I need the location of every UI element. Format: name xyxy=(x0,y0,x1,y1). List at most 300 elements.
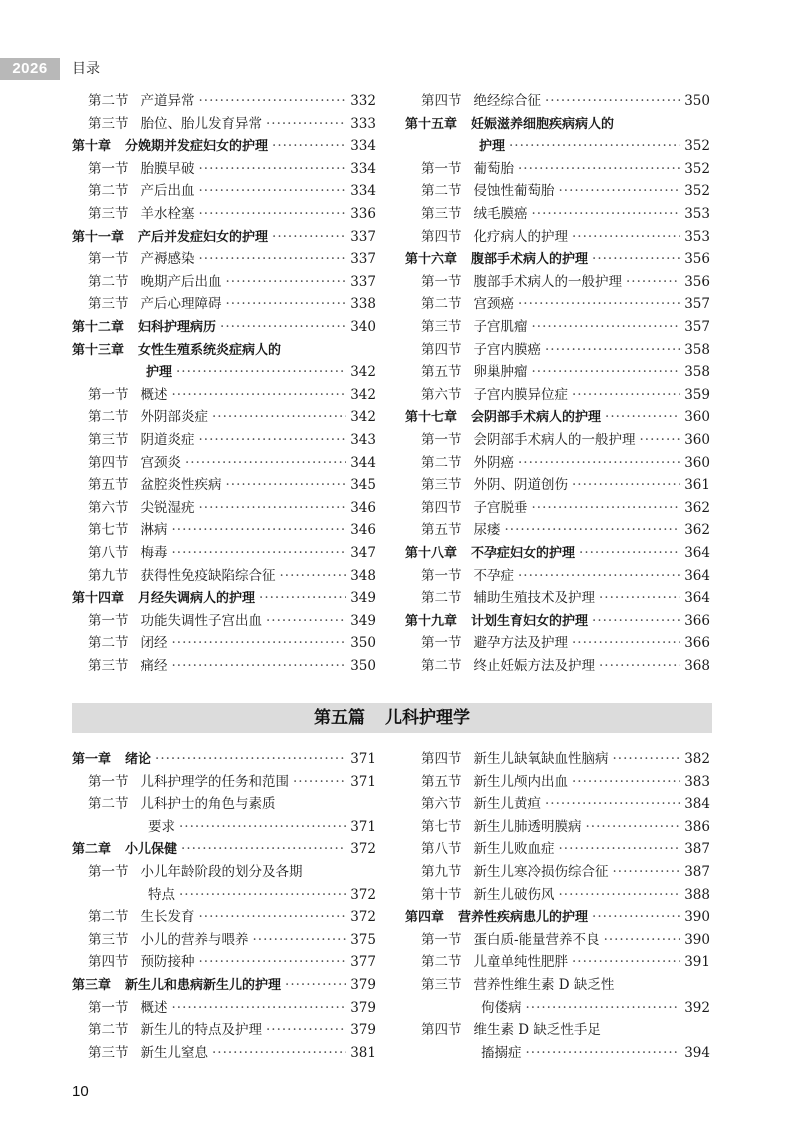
chapter-title: 护理 xyxy=(479,139,506,155)
chapter-label: 第十章 xyxy=(72,139,112,155)
dot-leader xyxy=(199,180,347,203)
dot-leader xyxy=(572,771,680,794)
toc-section-entry xyxy=(88,248,376,271)
toc-section-entry xyxy=(88,406,376,429)
dot-leader xyxy=(212,1042,346,1065)
chapter-label: 第四章 xyxy=(405,910,445,926)
dot-leader xyxy=(559,180,681,203)
toc-section-entry xyxy=(88,203,376,226)
section-title: 新生儿窒息 xyxy=(140,1044,208,1061)
toc-chapter-entry xyxy=(72,339,376,362)
page-ref: 381 xyxy=(350,1044,376,1061)
section-title: 化疗病人的护理 xyxy=(473,228,568,245)
section-title: 痛经 xyxy=(140,658,168,674)
toc-section-entry xyxy=(421,748,710,771)
section-label: 第二节 xyxy=(88,635,129,652)
section-title: 宫颈癌 xyxy=(473,296,514,313)
dot-leader xyxy=(532,497,681,520)
chapter-title: 营养性疾病患儿的护理 xyxy=(458,910,589,926)
section-label: 第八节 xyxy=(88,545,129,561)
year-badge: 2026 xyxy=(0,58,60,80)
dot-leader xyxy=(179,884,346,907)
page-ref: 353 xyxy=(684,206,710,222)
section-title: 营养性维生素 D 缺乏性 xyxy=(473,977,615,993)
dot-leader xyxy=(172,997,347,1020)
dot-leader xyxy=(199,906,347,929)
toc-section-entry xyxy=(88,565,376,588)
page-ref: 362 xyxy=(684,522,710,539)
section-title: 儿科护士的角色与素质 xyxy=(140,796,276,813)
dot-leader xyxy=(532,203,681,226)
toc-section-entry xyxy=(421,861,710,884)
page-ref: 394 xyxy=(684,1044,710,1061)
toc-section-entry xyxy=(421,951,710,974)
toc-section-entry xyxy=(421,203,710,226)
page-ref: 348 xyxy=(350,567,376,584)
section-label: 第六节 xyxy=(88,499,129,516)
section-label: 第三节 xyxy=(88,296,129,313)
section-label: 第七节 xyxy=(421,818,462,835)
section-label: 第二节 xyxy=(421,296,462,313)
page-ref: 362 xyxy=(684,499,710,516)
toc-chapter-entry xyxy=(405,113,710,136)
toc-section-entry xyxy=(421,838,710,861)
section-label: 第五节 xyxy=(421,522,462,539)
dot-leader xyxy=(572,632,680,655)
toc-chapter-entry xyxy=(405,610,710,633)
toc-section-entry xyxy=(421,587,710,610)
page-ref: 347 xyxy=(350,545,376,561)
dot-leader xyxy=(626,271,680,294)
chapter-title: 绪论 xyxy=(125,752,152,767)
section-title: 宫颈炎 xyxy=(140,454,181,471)
section-title: 葡萄胎 xyxy=(473,160,514,177)
toc-section-entry xyxy=(421,452,710,475)
chapter-label: 第十七章 xyxy=(405,410,458,426)
section-title: 腹部手术病人的一般护理 xyxy=(473,273,622,290)
section-title: 晚期产后出血 xyxy=(140,273,222,290)
dot-leader xyxy=(579,542,680,565)
dot-leader xyxy=(526,1042,681,1065)
toc-section-entry xyxy=(421,158,710,181)
chapter-label: 第十三章 xyxy=(72,342,125,358)
section-label: 第二节 xyxy=(88,183,129,200)
section-label: 第二节 xyxy=(88,796,129,813)
dot-leader xyxy=(179,816,346,839)
section-label: 第七节 xyxy=(88,522,129,539)
toc-section-entry xyxy=(421,974,710,997)
dot-leader xyxy=(572,951,680,974)
dot-leader xyxy=(545,339,680,362)
section-label: 第二节 xyxy=(88,1022,129,1039)
toc-chapter-entry xyxy=(72,587,376,610)
section-title: 外阴癌 xyxy=(473,454,514,471)
section-label: 第一节 xyxy=(421,567,462,584)
section-label: 第八节 xyxy=(421,841,462,858)
section-label: 第一节 xyxy=(88,612,129,629)
page-ref: 357 xyxy=(684,319,710,335)
page-ref: 338 xyxy=(350,296,376,313)
section-title: 产道异常 xyxy=(140,93,195,109)
chapter-title: 分娩期并发症妇女的护理 xyxy=(125,139,269,155)
page-ref: 337 xyxy=(350,273,376,290)
page-ref: 356 xyxy=(684,251,710,268)
page-ref: 391 xyxy=(684,954,710,971)
page-ref: 371 xyxy=(350,773,376,790)
section-title: 生长发育 xyxy=(140,909,195,926)
dot-leader xyxy=(592,610,680,633)
chapter-title: 妇科护理病历 xyxy=(138,320,217,335)
toc-chapter-entry xyxy=(479,135,710,158)
dot-leader xyxy=(172,655,347,678)
chapter-label: 第二章 xyxy=(72,842,112,858)
toc-section-entry xyxy=(88,271,376,294)
toc-section-entry xyxy=(421,497,710,520)
toc-section-entry xyxy=(88,497,376,520)
section-label: 第三节 xyxy=(88,658,129,674)
chapter-title: 会阴部手术病人的护理 xyxy=(471,410,602,426)
section-label: 第一节 xyxy=(88,999,129,1016)
dot-leader xyxy=(172,519,347,542)
toc-section-entry xyxy=(421,429,710,452)
section-label: 第二节 xyxy=(88,93,129,109)
chapter-label: 第十九章 xyxy=(405,613,458,629)
section-title: 概述 xyxy=(140,999,168,1016)
page-ref: 372 xyxy=(350,841,376,858)
toc-section-entry xyxy=(421,793,710,816)
dot-leader xyxy=(181,838,346,861)
section-title: 新生儿败血症 xyxy=(473,841,555,858)
section-title: 阴道炎症 xyxy=(140,432,195,448)
page-ref: 387 xyxy=(684,864,710,880)
chapter-title: 新生儿和患病新生儿的护理 xyxy=(125,978,282,993)
dot-leader xyxy=(172,542,347,565)
page-ref: 344 xyxy=(350,454,376,471)
page-ref: 387 xyxy=(684,841,710,858)
dot-leader xyxy=(505,519,681,542)
dot-leader xyxy=(272,226,346,249)
toc-chapter-entry xyxy=(405,248,710,271)
section-label: 第四节 xyxy=(421,1022,462,1039)
section-title: 羊水栓塞 xyxy=(140,206,195,222)
section-title: 淋病 xyxy=(140,522,168,539)
page-ref: 343 xyxy=(350,432,376,448)
chapter-title: 不孕症妇女的护理 xyxy=(471,546,576,561)
section-label: 第三节 xyxy=(421,977,462,993)
section-label: 第四节 xyxy=(421,228,462,245)
section-title: 子宫肌瘤 xyxy=(473,319,528,335)
section-title: 尿瘘 xyxy=(473,522,501,539)
section-title: 产后出血 xyxy=(140,183,195,200)
toc-section-entry xyxy=(421,226,710,249)
dot-leader xyxy=(518,158,680,181)
section-title: 蛋白质-能量营养不良 xyxy=(473,931,600,948)
toc-section-entry xyxy=(421,519,710,542)
toc-section-entry xyxy=(88,610,376,633)
page-ref: 384 xyxy=(684,796,710,813)
section-label: 第一节 xyxy=(88,386,129,403)
section-title: 绒毛膜癌 xyxy=(473,206,528,222)
page-ref: 364 xyxy=(684,567,710,584)
section-label: 第一节 xyxy=(88,160,129,177)
dot-leader xyxy=(226,293,347,316)
page-ref: 334 xyxy=(350,183,376,200)
dot-leader xyxy=(266,1019,346,1042)
section-title: 儿科护理学的任务和范围 xyxy=(140,773,289,790)
section-title: 绝经综合征 xyxy=(473,93,541,109)
toc-section-entry xyxy=(421,384,710,407)
page-ref: 332 xyxy=(350,93,376,109)
section-title: 预防接种 xyxy=(140,954,195,971)
toc-chapter-entry xyxy=(405,906,710,929)
toc-section-entry xyxy=(88,793,376,816)
dot-leader xyxy=(509,135,680,158)
page-ref: 342 xyxy=(350,386,376,403)
dot-leader xyxy=(280,565,347,588)
toc-section-entry xyxy=(88,655,376,678)
section-title: 会阴部手术病人的一般护理 xyxy=(473,432,636,448)
toc-section-entry xyxy=(421,771,710,794)
page-ref: 371 xyxy=(350,751,376,767)
toc-section-entry xyxy=(88,452,376,475)
toc-chapter-entry xyxy=(146,361,376,384)
page-ref: 360 xyxy=(684,454,710,471)
section-label: 第九节 xyxy=(421,864,462,880)
chapter-title: 月经失调病人的护理 xyxy=(138,591,256,607)
chapter-title: 腹部手术病人的护理 xyxy=(471,252,589,268)
dot-leader xyxy=(592,906,680,929)
toc-section-entry xyxy=(88,429,376,452)
section-title: 搐搦症 xyxy=(481,1044,522,1061)
dot-leader xyxy=(259,587,346,610)
toc-section-entry xyxy=(421,655,710,678)
section-title: 特点 xyxy=(148,886,175,903)
chapter-label: 第十二章 xyxy=(72,320,125,335)
section-label: 第四节 xyxy=(88,954,129,971)
section-label: 第二节 xyxy=(421,954,462,971)
section-label: 第四节 xyxy=(421,499,462,516)
section-label: 第二节 xyxy=(88,409,129,426)
section-label: 第三节 xyxy=(88,432,129,448)
section-title: 小儿的营养与喂养 xyxy=(140,931,249,948)
page-ref: 359 xyxy=(684,386,710,403)
page-ref: 352 xyxy=(684,138,710,155)
dot-leader xyxy=(532,361,681,384)
dot-leader xyxy=(199,429,347,452)
dot-leader xyxy=(272,135,346,158)
page-ref: 342 xyxy=(350,364,376,381)
dot-leader xyxy=(559,884,681,907)
toc-section-entry xyxy=(88,929,376,952)
dot-leader xyxy=(199,951,347,974)
toc-chapter-entry xyxy=(72,316,376,339)
section-title: 儿科护理学 xyxy=(385,708,470,728)
section-title: 新生儿肺透明膜病 xyxy=(473,818,582,835)
section-title: 新生儿颅内出血 xyxy=(473,773,568,790)
page-ref: 364 xyxy=(684,545,710,561)
section-title: 胎位、胎儿发育异常 xyxy=(140,115,262,132)
page-ref: 368 xyxy=(684,658,710,674)
section-label: 第一节 xyxy=(88,251,129,268)
dot-leader xyxy=(176,361,346,384)
toc-section-entry xyxy=(421,339,710,362)
section-title: 外阴部炎症 xyxy=(140,409,208,426)
section-label: 第三节 xyxy=(421,319,462,335)
section-label: 第二节 xyxy=(421,658,462,674)
page-ref: 386 xyxy=(684,818,710,835)
dot-leader xyxy=(640,429,681,452)
section-label: 第四节 xyxy=(88,454,129,471)
dot-leader xyxy=(293,771,346,794)
page-ref: 346 xyxy=(350,499,376,516)
toc-section-entry xyxy=(88,158,376,181)
page-ref: 334 xyxy=(350,160,376,177)
section-title: 子宫内膜异位症 xyxy=(473,386,568,403)
section-label: 第九节 xyxy=(88,567,129,584)
dot-leader xyxy=(226,474,347,497)
page-ref: 364 xyxy=(684,590,710,607)
page-ref: 340 xyxy=(350,319,376,335)
toc-chapter-entry xyxy=(72,748,376,771)
toc-section-entry xyxy=(88,384,376,407)
toc-section-entry xyxy=(421,929,710,952)
section-label: 第五节 xyxy=(421,773,462,790)
toc-section-entry xyxy=(481,997,710,1020)
toc-section-entry xyxy=(88,293,376,316)
toc-section-entry xyxy=(88,861,376,884)
section-title: 新生儿黄疸 xyxy=(473,796,541,813)
toc-section-entry xyxy=(88,542,376,565)
page-ref: 337 xyxy=(350,228,376,245)
section-title: 侵蚀性葡萄胎 xyxy=(473,183,555,200)
page-ref: 337 xyxy=(350,251,376,268)
page-ref: 349 xyxy=(350,612,376,629)
toc-section-entry xyxy=(421,271,710,294)
toc-section-entry xyxy=(88,474,376,497)
page-ref: 392 xyxy=(684,999,710,1016)
toc-chapter-entry xyxy=(72,135,376,158)
section-label: 第三节 xyxy=(88,1044,129,1061)
dot-leader xyxy=(212,406,346,429)
page-ref: 390 xyxy=(684,909,710,926)
page-ref: 333 xyxy=(350,115,376,132)
chapter-label: 第十五章 xyxy=(405,116,458,132)
page-ref: 383 xyxy=(684,773,710,790)
chapter-title: 护理 xyxy=(146,365,173,381)
page-ref: 360 xyxy=(684,409,710,426)
dot-leader xyxy=(199,203,347,226)
dot-leader xyxy=(604,929,681,952)
chapter-label: 第十八章 xyxy=(405,546,458,561)
dot-leader xyxy=(285,974,346,997)
page-ref: 361 xyxy=(684,477,710,494)
section-title: 卵巢肿瘤 xyxy=(473,364,528,381)
dot-leader xyxy=(526,997,681,1020)
section-title: 功能失调性子宫出血 xyxy=(140,612,262,629)
section-title: 子宫内膜癌 xyxy=(473,341,541,358)
chapter-label: 第十一章 xyxy=(72,229,125,245)
dot-leader xyxy=(199,90,347,113)
section-title: 产褥感染 xyxy=(140,251,195,268)
section-title: 辅助生殖技术及护理 xyxy=(473,590,595,607)
toc-chapter-entry xyxy=(405,542,710,565)
section-title: 避孕方法及护理 xyxy=(473,635,568,652)
page-ref: 375 xyxy=(350,931,376,948)
dot-leader xyxy=(199,497,347,520)
toc-section-entry xyxy=(88,906,376,929)
dot-leader xyxy=(613,861,681,884)
section-title: 儿童单纯性肥胖 xyxy=(473,954,568,971)
page-ref: 371 xyxy=(350,818,376,835)
section-title: 胎膜早破 xyxy=(140,160,195,177)
toc-section-entry xyxy=(88,997,376,1020)
page-ref: 353 xyxy=(684,228,710,245)
toc-section-entry xyxy=(88,519,376,542)
dot-leader xyxy=(518,293,680,316)
page-ref: 350 xyxy=(350,635,376,652)
dot-leader xyxy=(572,474,680,497)
toc-section-entry xyxy=(421,293,710,316)
page-ref: 334 xyxy=(350,138,376,155)
chapter-title: 妊娠滋养细胞疾病病人的 xyxy=(471,116,615,132)
section-label: 第一节 xyxy=(88,864,129,880)
section-label: 第三节 xyxy=(421,206,462,222)
dot-leader xyxy=(572,226,680,249)
section-band xyxy=(72,703,712,733)
section-label: 第三节 xyxy=(88,115,129,132)
section-label: 第一节 xyxy=(421,635,462,652)
section-title: 终止妊娠方法及护理 xyxy=(473,658,595,674)
dot-leader xyxy=(266,610,346,633)
section-part-label: 第五篇 xyxy=(314,708,365,728)
toc-section-entry xyxy=(88,1042,376,1065)
section-label: 第四节 xyxy=(421,751,462,767)
dot-leader xyxy=(572,384,680,407)
section-label: 第一节 xyxy=(421,160,462,177)
chapter-label: 第三章 xyxy=(72,978,112,993)
dot-leader xyxy=(199,158,347,181)
section-label: 第一节 xyxy=(421,273,462,290)
section-label: 第五节 xyxy=(88,477,129,494)
page-ref: 372 xyxy=(350,909,376,926)
toc-section-entry xyxy=(421,180,710,203)
section-label: 第二节 xyxy=(421,183,462,200)
toc-section-entry xyxy=(88,1019,376,1042)
toc-section-entry xyxy=(88,113,376,136)
toc-section-entry xyxy=(88,180,376,203)
page-ref: 336 xyxy=(350,206,376,222)
page-ref: 390 xyxy=(684,931,710,948)
page-ref: 356 xyxy=(684,273,710,290)
section-title: 新生儿的特点及护理 xyxy=(140,1022,262,1039)
page-ref: 352 xyxy=(684,183,710,200)
page-ref: 345 xyxy=(350,477,376,494)
toc-section-entry xyxy=(421,816,710,839)
toc-section-entry xyxy=(88,951,376,974)
page-ref: 379 xyxy=(350,1022,376,1039)
chapter-title: 女性生殖系统炎症病人的 xyxy=(138,342,282,358)
page-ref: 377 xyxy=(350,954,376,971)
page-ref: 358 xyxy=(684,341,710,358)
section-title: 新生儿破伤风 xyxy=(473,886,555,903)
page-ref: 350 xyxy=(684,93,710,109)
dot-leader xyxy=(613,748,681,771)
dot-leader xyxy=(592,248,680,271)
chapter-title: 计划生育妇女的护理 xyxy=(471,613,589,629)
dot-leader xyxy=(559,838,681,861)
page-ref: 366 xyxy=(684,612,710,629)
page-ref: 352 xyxy=(684,160,710,177)
